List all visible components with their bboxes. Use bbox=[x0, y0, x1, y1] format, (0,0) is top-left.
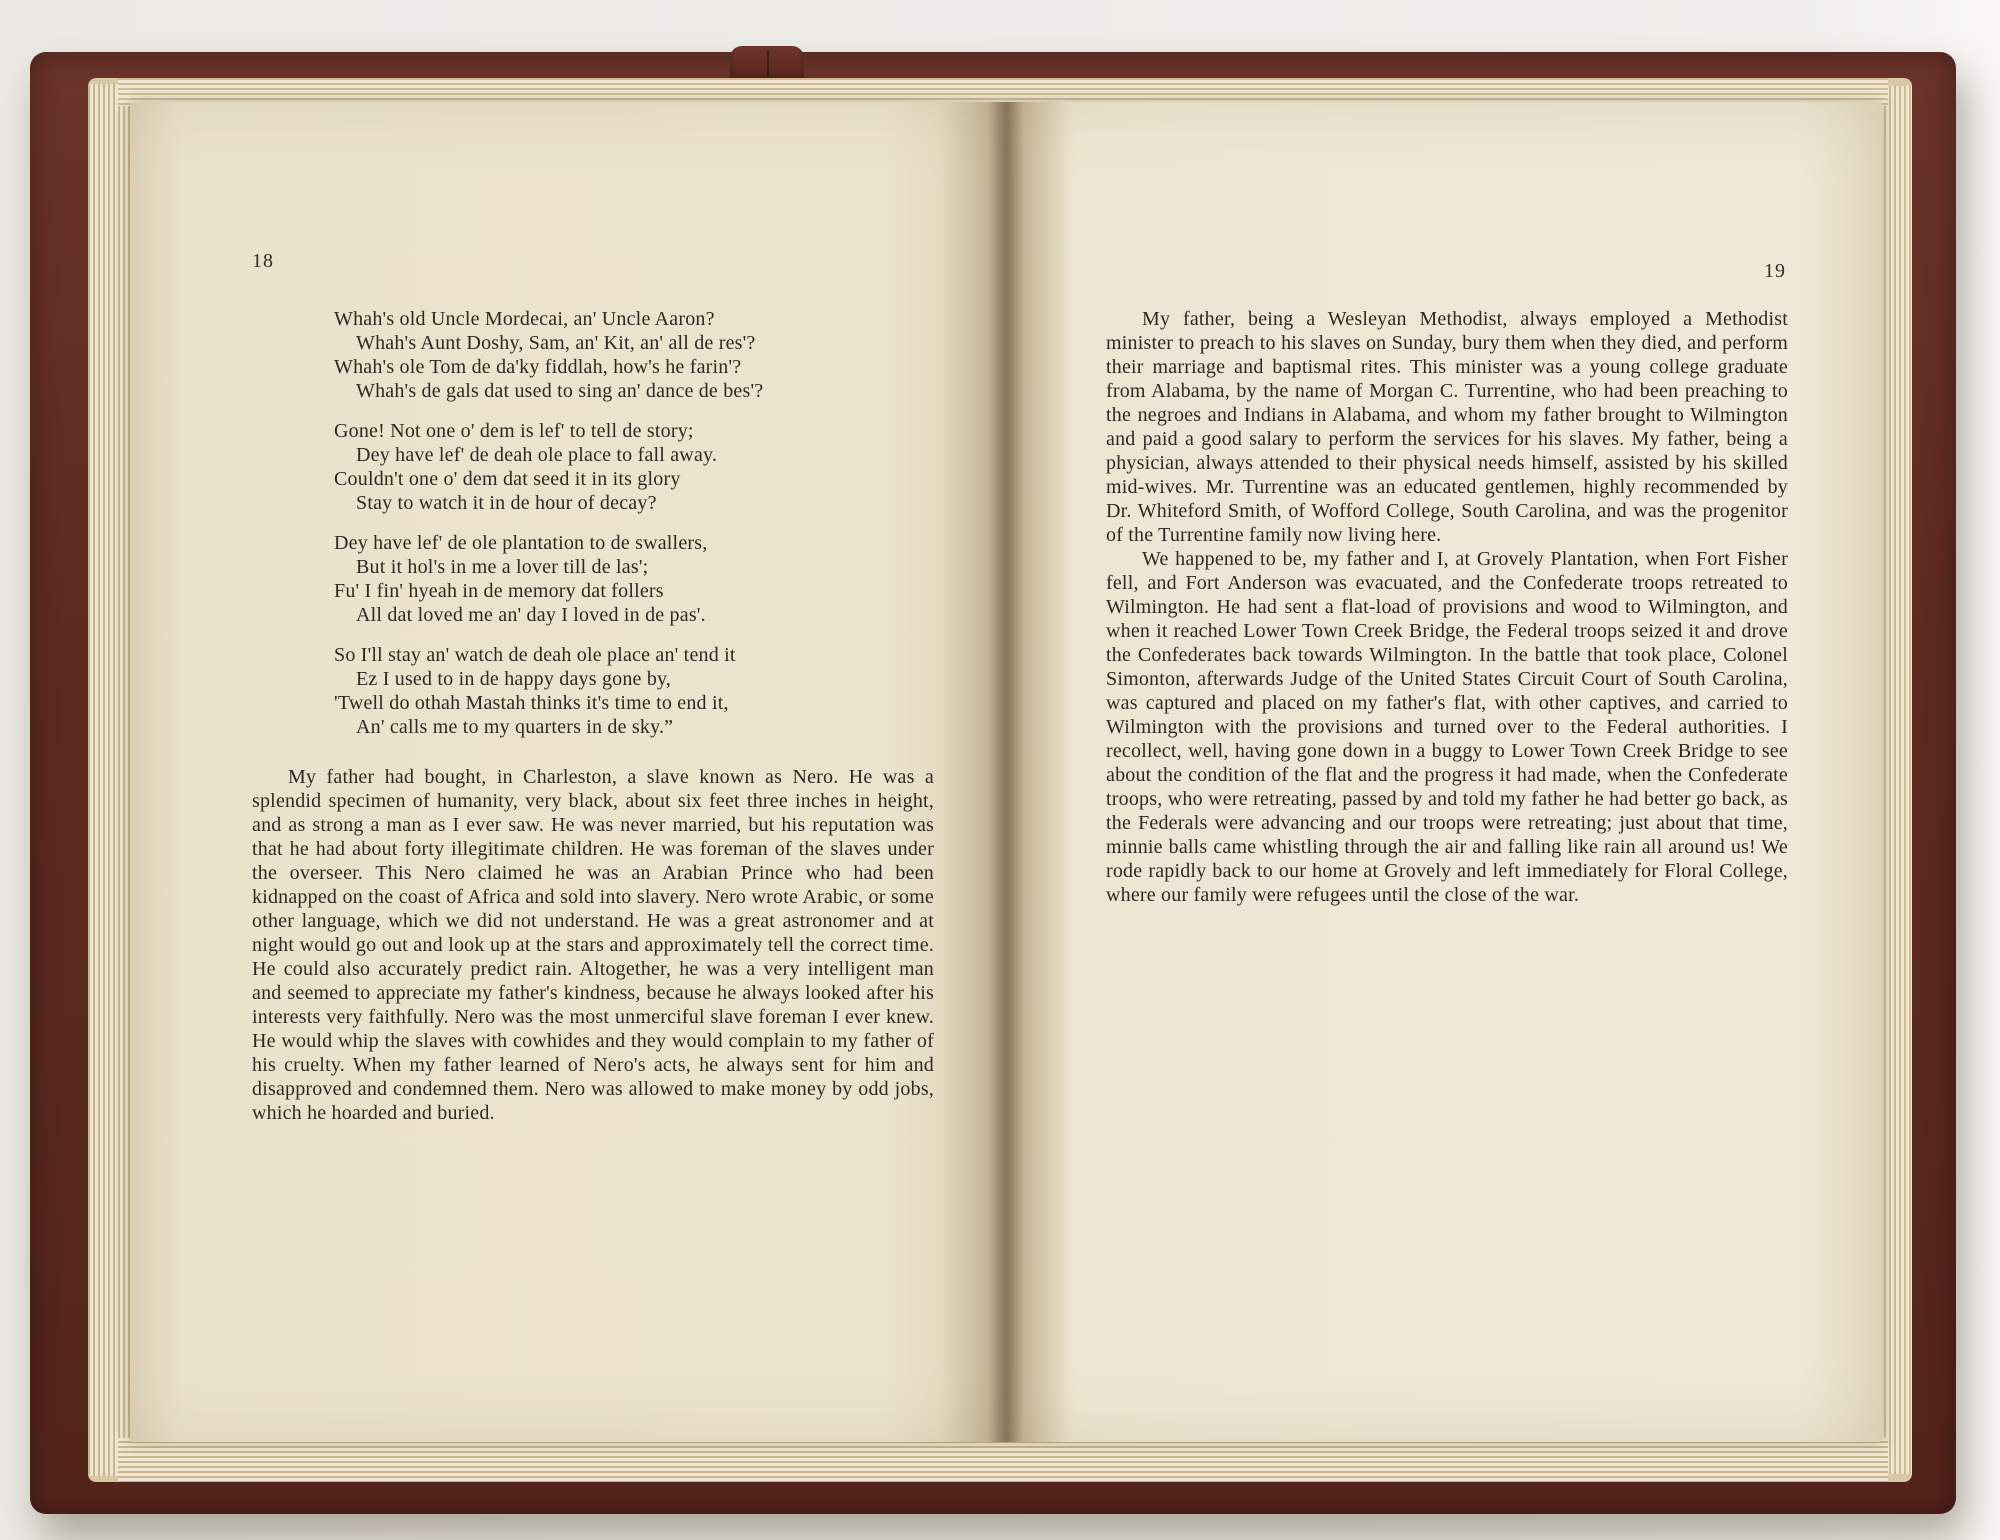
poem-stanza bbox=[334, 307, 934, 403]
left-page-prose bbox=[252, 765, 934, 1125]
spine-headband bbox=[730, 46, 804, 82]
poem-line: Dey have lef' de ole plantation to de swallers, bbox=[334, 532, 708, 554]
book-cover bbox=[30, 52, 1956, 1514]
left-page-text bbox=[252, 307, 934, 1125]
left-page bbox=[130, 102, 1006, 1442]
poem-line: An' calls me to my quarters in de sky.” bbox=[356, 716, 674, 738]
paragraph: My father had bought, in Charleston, a slave known as Nero. He was a splendid specimen of humanity, very black, about six feet three inches in height, and as strong a man as I ever saw. He was never married, but his reputation was that he had about forty illegitimate children. He was foreman of the slaves under the overseer. This Nero claimed he was an Arabian Prince who had been kidnapped on the coast of Africa and sold into slavery. Nero wrote Arabic, or some other language, which we did not understand. He was a great astronomer and at night would go out and look up at the stars and approximately tell the correct time. He could also accurately predict rain. Altogether, he was a very intelligent man and seemed to appreciate my father's kindness, because he always looked after his interests very faithfully. Nero was the most unmerciful slave foreman I ever knew. He would whip the slaves with cowhides and they would complain to my father of his cruelty. When my father learned of Nero's acts, he always sent for him and disapproved and condemned them. Nero was allowed to make money by odd jobs, which he hoarded and buried. bbox=[252, 766, 934, 1124]
page-number-right: 19 bbox=[1764, 260, 1786, 282]
right-page-prose bbox=[1106, 307, 1788, 907]
poem-line: Dey have lef' de deah ole place to fall away. bbox=[356, 444, 718, 466]
poem-line: Whah's old Uncle Mordecai, an' Uncle Aaron? bbox=[334, 308, 715, 330]
poem-line: Ez I used to in de happy days gone by, bbox=[356, 668, 672, 690]
poem-line: Gone! Not one o' dem is lef' to tell de story; bbox=[334, 420, 694, 442]
poem-line: 'Twell do othah Mastah thinks it's time to end it, bbox=[334, 692, 729, 714]
right-page bbox=[1006, 102, 1882, 1442]
poem-stanza bbox=[334, 643, 934, 739]
poem-line: Whah's ole Tom de da'ky fiddlah, how's he farin'? bbox=[334, 356, 742, 378]
poem-line: Couldn't one o' dem dat seed it in its glory bbox=[334, 468, 681, 490]
poem bbox=[334, 307, 934, 739]
right-page-text bbox=[1106, 307, 1788, 907]
page-stack bbox=[88, 78, 1912, 1482]
page-edges-left bbox=[88, 84, 134, 1476]
poem-line: Whah's Aunt Doshy, Sam, an' Kit, an' all de res'? bbox=[356, 332, 756, 354]
paragraph: My father, being a Wesleyan Methodist, always employed a Methodist minister to preach to his slaves on Sunday, bury them when they died, and perform their marriage and baptismal rites. This minister was a young college graduate from Alabama, by the name of Morgan C. Turrentine, who had been preaching to the negroes and Indians in Alabama, and whom my father brought to Wilmington and paid a good salary to perform the services for his slaves. My father, being a physician, always attended to their physical needs himself, assisted by his skilled mid-wives. Mr. Turrentine was an educated gentlemen, highly recommended by Dr. Whiteford Smith, of Wofford College, South Carolina, and was the progenitor of the Turrentine family now living here. bbox=[1106, 308, 1788, 546]
poem-line: But it hol's in me a lover till de las'; bbox=[356, 556, 649, 578]
page-edges-bottom bbox=[118, 1438, 1888, 1482]
poem-line: Fu' I fin' hyeah in de memory dat follers bbox=[334, 580, 664, 602]
poem-line: So I'll stay an' watch de deah ole place an' tend it bbox=[334, 644, 736, 666]
poem-stanza bbox=[334, 531, 934, 627]
paragraph: We happened to be, my father and I, at Grovely Plantation, when Fort Fisher fell, and Fort Anderson was evacuated, and the Confederate troops retreated to Wilmington. He had sent a flat-load of provisions and wood to Wilmington, and when it reached Lower Town Creek Bridge, the Federal troops seized it and drove the Confederates back towards Wilmington. In the battle that took place, Colonel Simonton, afterwards Judge of the United States Circuit Court of South Carolina, was captured and placed on my father's flat, with other captives, and carried to Wilmington with the provisions and turned over to the Federal authorities. I recollect, well, having gone down in a buggy to Lower Town Creek Bridge to see about the condition of the flat and the progress it had made, when the Confederate troops, who were retreating, passed by and told my father he had better go back, as the Federals were advancing and our troops were retreating; just about that time, minnie balls came whistling through the air and falling like rain all around us! We rode rapidly back to our home at Grovely and left immediately for Floral College, where our family were refugees until the close of the war. bbox=[1106, 548, 1788, 906]
poem-line: Stay to watch it in de hour of decay? bbox=[356, 492, 657, 514]
open-book-spread bbox=[130, 102, 1882, 1442]
poem-stanza bbox=[334, 419, 934, 515]
poem-line: All dat loved me an' day I loved in de pas'. bbox=[356, 604, 706, 626]
poem-line: Whah's de gals dat used to sing an' dance de bes'? bbox=[356, 380, 764, 402]
page-number-left: 18 bbox=[252, 250, 274, 272]
